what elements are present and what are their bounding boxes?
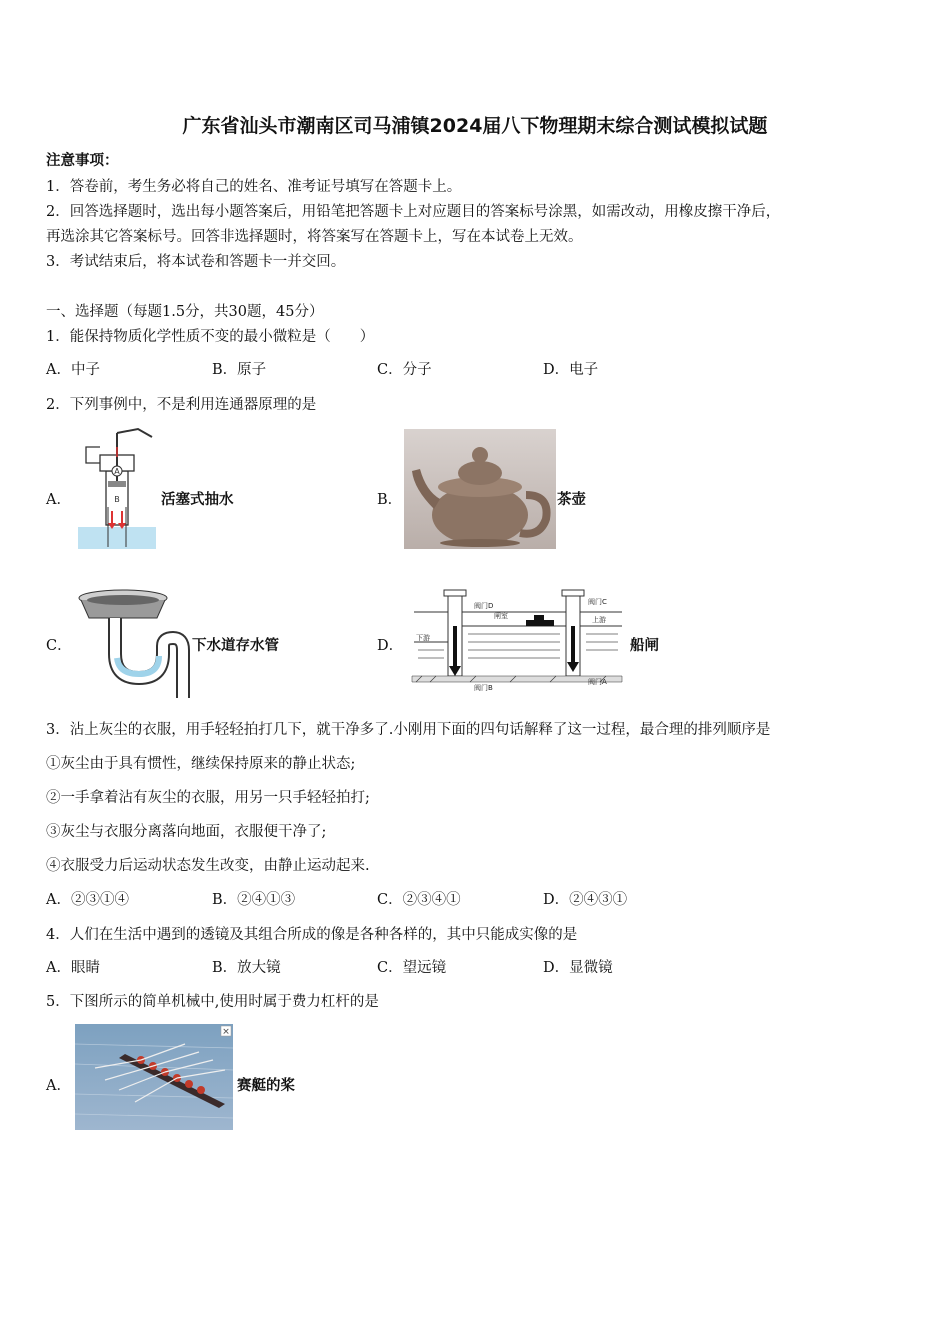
q2-option-b-label: 茶壶 (557, 491, 586, 508)
q4-option-c: C．望远镜 (377, 960, 447, 976)
q5-stem: 5．下图所示的简单机械中,使用时属于费力杠杆的是 (46, 994, 379, 1010)
q2-option-c-letter: C． (46, 638, 72, 654)
q3-stem: 3．沾上灰尘的衣服，用手轻轻拍打几下，就干净多了.小刚用下面的四句话解释了这一过程，最合理的排列顺序是 (46, 722, 771, 738)
lock-label-upstream: 上游 (592, 616, 606, 624)
lock-label-valve-c: 阀门C (588, 598, 607, 606)
notice-item: 1．答卷前，考生务必将自己的姓名、准考证号填写在答题卡上。 (46, 179, 462, 195)
close-icon[interactable]: ✕ (222, 1027, 230, 1038)
q1-option-c: C．分子 (377, 362, 432, 378)
q3-line: ③灰尘与衣服分离落向地面，衣服便干净了; (46, 824, 327, 840)
notice-heading: 注意事项： (46, 152, 119, 169)
q4-option-d: D．显微镜 (543, 960, 613, 976)
q2-option-d-label: 船闸 (630, 637, 659, 654)
q3-option-d: D．②④③① (543, 892, 628, 908)
q3-option-c: C．②③④① (377, 892, 461, 908)
q2-option-b-letter: B． (377, 492, 403, 508)
notice-item: 2．回答选择题时，选出每小题答案后，用铅笔把答题卡上对应题目的答案标号涂黑，如需改动，用橡皮擦干净后， (46, 204, 781, 220)
q1-option-d: D．电子 (543, 362, 599, 378)
q2-option-a-label: 活塞式抽水 (161, 491, 234, 508)
q3-line: ④衣服受力后运动状态发生改变，由静止运动起来. (46, 858, 370, 874)
section-heading: 一、选择题（每题1.5分，共30题，45分） (46, 304, 324, 320)
q4-stem: 4．人们在生活中遇到的透镜及其组合所成的像是各种各样的，其中只能成实像的是 (46, 927, 578, 943)
notice-item: 3．考试结束后，将本试卷和答题卡一并交回。 (46, 254, 346, 270)
page-title: 广东省汕头市潮南区司马浦镇2024届八下物理期末综合测试模拟试题 (182, 115, 768, 137)
q5-option-a-label: 赛艇的桨 (237, 1077, 295, 1094)
lock-label-downstream: 下游 (416, 634, 430, 642)
lock-label-valve-a: 阀门A (588, 678, 607, 686)
q2-option-a-letter: A． (46, 492, 71, 508)
lock-label-chamber: 闸室 (494, 612, 508, 620)
notice-item: 再选涂其它答案标号。回答非选择题时，将答案写在答题卡上，写在本试卷上无效。 (46, 229, 583, 245)
figure-label-b: B (114, 495, 120, 504)
sink-trap-figure (77, 588, 195, 700)
q1-stem: 1．能保持物质化学性质不变的最小微粒是（ ） (46, 329, 375, 345)
q3-line: ①灰尘由于具有惯性，继续保持原来的静止状态; (46, 756, 356, 772)
teapot-figure (404, 429, 556, 549)
q4-option-a: A．眼睛 (46, 960, 100, 976)
q2-option-c-label: 下水道存水管 (192, 637, 279, 654)
q1-option-b: B．原子 (212, 362, 267, 378)
ship-lock-figure (410, 586, 626, 692)
q2-option-d-letter: D． (377, 638, 404, 654)
q3-option-a: A．②③①④ (46, 892, 129, 908)
q3-option-b: B．②④①③ (212, 892, 296, 908)
lock-label-valve-d: 阀门D (474, 602, 494, 610)
piston-pump-figure (78, 427, 158, 549)
q4-option-b: B．放大镜 (212, 960, 281, 976)
q5-option-a-letter: A． (46, 1078, 71, 1094)
rowing-boat-figure (75, 1024, 233, 1130)
lock-label-valve-b: 阀门B (474, 684, 493, 692)
q1-option-a: A．中子 (46, 362, 100, 378)
figure-label-a: A (114, 467, 120, 476)
q2-stem: 2．下列事例中，不是利用连通器原理的是 (46, 397, 317, 413)
q3-line: ②一手拿着沾有灰尘的衣服，用另一只手轻轻拍打; (46, 790, 370, 806)
